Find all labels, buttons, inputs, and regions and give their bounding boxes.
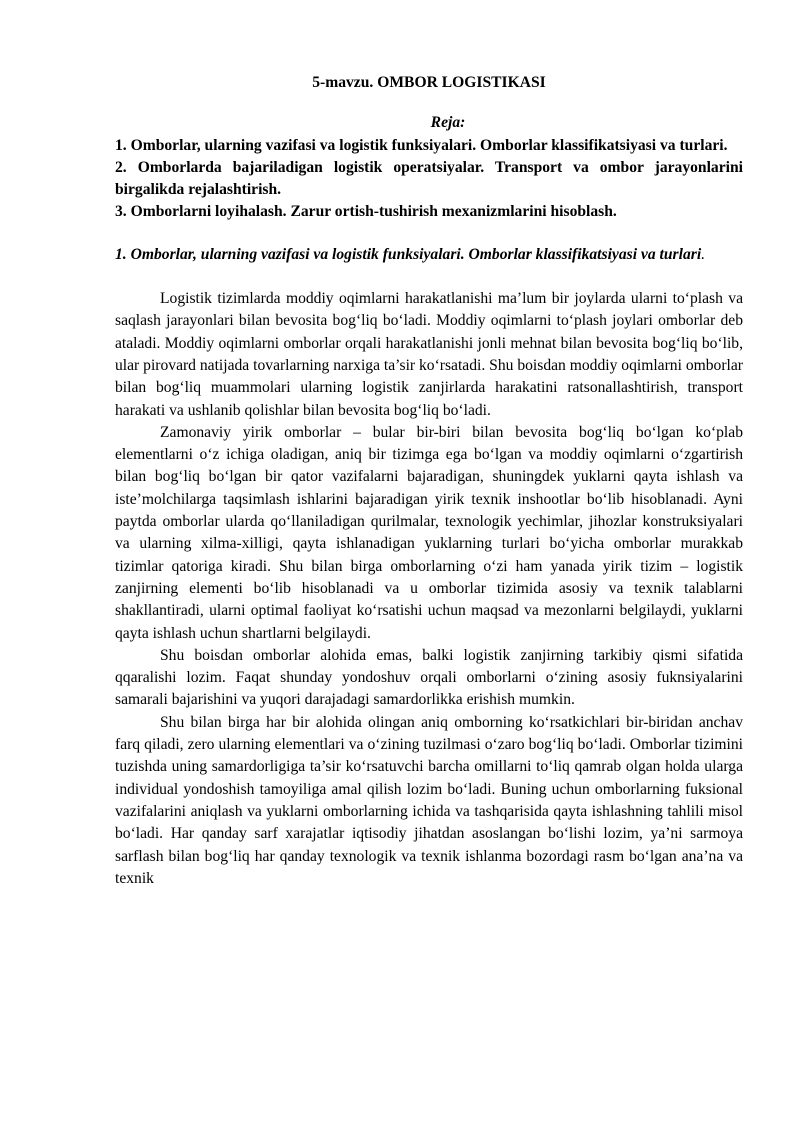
paragraph-2: Zamonaviy yirik omborlar – bular bir-biri bilan bevosita bog‘liq bo‘lgan ko‘plab elementlarni o‘z ichiga oladigan, aniq bir tizimga ega bo‘lgan va moddiy oqimlarni o‘zgartirish bilan bog‘liq bo‘lgan bir qator vazifalarni bajaradigan, shuningdek yuklarni qayta ishlash va iste’molchilarga taqsimlash ishlarini bajaradigan yirik texnik inshootlar bo‘lib hisoblanadi. Ayni paytda omborlar ularda qo‘llaniladigan qurilmalar, texnologik yechimlar, jihozlar konstruksiyalari va ularning xilma-xilligi, qayta ishlanadigan yuklarning turlari bo‘yicha omborlar murakkab tizimlar qatoriga kiradi. Shu bilan birga omborlarning o‘zi ham yanada yirik tizim – logistik zanjirning elementi bo‘lib hisoblanadi va u omborlar tizimida asosiy va texnik talablarni shakllantiradi, ularni optimal faoliyat ko‘rsatishi uchun maqsad va mezonlarni belgilaydi, yuklarni qayta ishlash uchun shartlarni belgilaydi. — [115, 423, 743, 642]
paragraph-1: Logistik tizimlarda moddiy oqimlarni harakatlanishi ma’lum bir joylarda ularni to‘plash va saqlash jarayonlari bilan bevosita bog‘liq bo‘ladi. Moddiy oqimlarni to‘plash joylari omborlar deb ataladi. Moddiy oqimlarni omborlar orqali harakatlanishi jonli mehnat bilan bevosita bog‘liq bo‘lib, ular pirovard natijada tovarlarning narxiga ta’sir ko‘rsatadi. Shu boisdan moddiy oqimlarni omborlar bilan bog‘liq muammolari ularning logistik zanjirlarda harakatini ratsonallashtirish, transport harakati va ushlanib qolishlar bilan bevosita bog‘liq bo‘ladi. — [115, 290, 743, 419]
plan-item-2: 2. Omborlarda bajariladigan logistik operatsiyalar. Transport va ombor jarayonlarini birgalikda rejalashtirish. — [115, 158, 743, 199]
section-heading — [115, 244, 743, 266]
page-title: 5-mavzu. OMBOR LOGISTIKASI — [312, 74, 546, 91]
section-heading-text: 1. Omborlar, ularning vazifasi va logistik funksiyalari. Omborlar klassifikatsiyasi va turlari — [115, 245, 702, 263]
plan-item-1: 1. Omborlar, ularning vazifasi va logistik funksiyalari. Omborlar klassifikatsiyasi va turlari. — [115, 136, 728, 154]
plan-label: Reja: — [430, 114, 466, 132]
plan-item-3: 3. Omborlarni loyihalash. Zarur ortish-tushirish mexanizmlarini hisoblash. — [115, 203, 617, 221]
paragraph-4: Shu bilan birga har bir alohida olingan aniq omborning ko‘rsatkichlari bir-biridan anchav farq qiladi, zero ularning elementlari va o‘zining tuzilmasi o‘zaro bog‘liq bo‘ladi. Omborlar tizimini tuzishda uning samardorligiga ta’sir ko‘rsatuvchi barcha omillarni to‘liq qamrab olgan holda ularga individual yondoshish tamoyiliga amal qilish lozim bo‘ladi. Buning uchun omborlarning fuksional vazifalarini aniqlash va yuklarni omborlarning ichida va tashqarisida qayta ishlashning tahlili misol bo‘ladi. Har qanday sarf xarajatlar iqtisodiy jihatdan asoslangan bo‘lishi lozim, ya’ni sarmoya sarflash bilan bog‘liq har qanday texnologik va texnik ishlanma bozordagi rasm bo‘lgan ana’na va texnik — [115, 713, 743, 887]
section-heading-period: . — [701, 245, 706, 263]
paragraph-3: Shu boisdan omborlar alohida emas, balki logistik zanjirning tarkibiy qismi sifatida qqaralishi lozim. Faqat shunday yondoshuv orqali omborlarni o‘zining asosiy fuknsiyalarini samarali bajarishini va yuqori darajadagi samardorlikka erishish mumkin. — [115, 646, 743, 709]
document-page — [115, 72, 743, 890]
